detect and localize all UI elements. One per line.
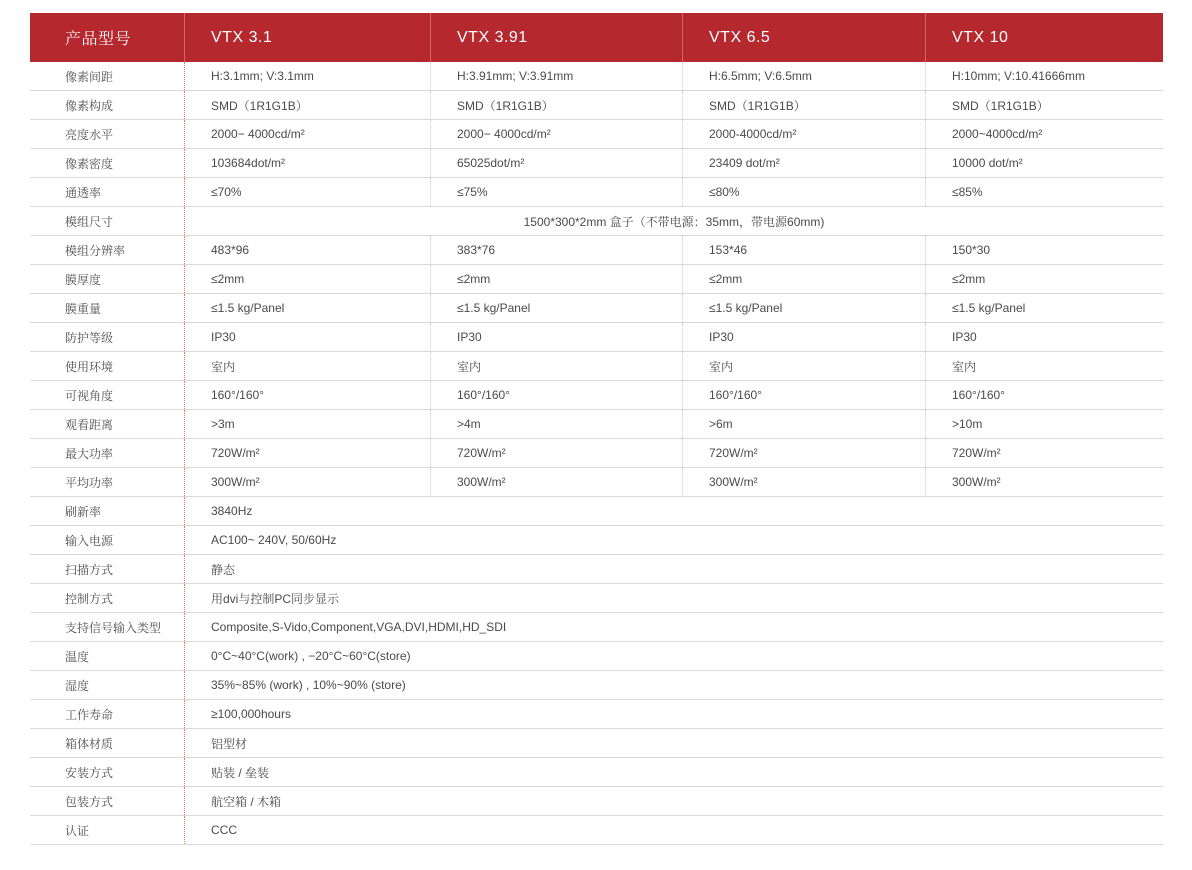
row-label: 温度 [65, 649, 90, 664]
table-row [30, 207, 1163, 236]
row-value: 10000 dot/m² [925, 149, 1163, 177]
row-value: SMD（1R1G1B） [925, 91, 1163, 119]
row-value: >6m [682, 410, 925, 438]
row-value: 300W/m² [430, 468, 682, 496]
row-value: 300W/m² [682, 468, 925, 496]
row-label: 湿度 [65, 678, 90, 693]
row-value-span: 0°C~40°C(work) , −20°C~60°C(store) [184, 642, 1163, 670]
row-label: 安装方式 [65, 765, 114, 780]
header-col-vtx-3.91: VTX 3.91 [430, 13, 682, 62]
row-label: 控制方式 [65, 591, 114, 606]
row-value: IP30 [682, 323, 925, 351]
header-col-vtx-3.1: VTX 3.1 [184, 13, 430, 62]
row-label: 像素间距 [65, 69, 114, 84]
row-value-span: 铝型材 [184, 729, 1163, 757]
row-value: 720W/m² [925, 439, 1163, 467]
row-value: >10m [925, 410, 1163, 438]
table-row [30, 149, 1163, 178]
table-header-row [30, 13, 1163, 62]
row-value: 103684dot/m² [184, 149, 430, 177]
row-value: ≤2mm [925, 265, 1163, 293]
table-row [30, 265, 1163, 294]
row-value: 160°/160° [925, 381, 1163, 409]
table-row [30, 352, 1163, 381]
row-value: 153*46 [682, 236, 925, 264]
header-col-vtx-6.5: VTX 6.5 [682, 13, 925, 62]
row-value: >3m [184, 410, 430, 438]
table-row [30, 613, 1163, 642]
row-label: 像素密度 [65, 156, 114, 171]
row-value: IP30 [925, 323, 1163, 351]
header-col-vtx-10: VTX 10 [925, 13, 1163, 62]
row-value: ≤2mm [184, 265, 430, 293]
table-row [30, 758, 1163, 787]
row-value: SMD（1R1G1B） [430, 91, 682, 119]
row-value: ≤1.5 kg/Panel [430, 294, 682, 322]
table-row [30, 642, 1163, 671]
table-row [30, 816, 1163, 845]
row-value-span: 静态 [184, 555, 1163, 583]
row-label: 支持信号输入类型 [65, 620, 162, 635]
row-value: ≤1.5 kg/Panel [682, 294, 925, 322]
table-row [30, 439, 1163, 468]
row-label: 输入电源 [65, 533, 114, 548]
table-row [30, 584, 1163, 613]
row-value-span: AC100~ 240V, 50/60Hz [184, 526, 1163, 554]
row-value-span: 航空箱 / 木箱 [184, 787, 1163, 815]
row-value: 2000-4000cd/m² [682, 120, 925, 148]
row-value: SMD（1R1G1B） [682, 91, 925, 119]
row-value: 720W/m² [184, 439, 430, 467]
row-value: SMD（1R1G1B） [184, 91, 430, 119]
row-value-span: Composite,S-Vido,Component,VGA,DVI,HDMI,HD_SDI [184, 613, 1163, 641]
row-value: IP30 [184, 323, 430, 351]
table-row [30, 468, 1163, 497]
row-label: 包装方式 [65, 794, 114, 809]
table-row [30, 236, 1163, 265]
row-value: H:3.91mm; V:3.91mm [430, 62, 682, 90]
table-row [30, 526, 1163, 555]
table-row [30, 178, 1163, 207]
row-label: 模组尺寸 [65, 214, 114, 229]
row-value-span: ≥100,000hours [184, 700, 1163, 728]
row-label: 模组分辨率 [65, 243, 126, 258]
product-spec-table [30, 13, 1163, 845]
table-row [30, 381, 1163, 410]
table-row [30, 120, 1163, 149]
row-value: 室内 [682, 352, 925, 380]
table-row [30, 91, 1163, 120]
row-value-span: 3840Hz [184, 497, 1163, 525]
table-row [30, 294, 1163, 323]
row-value: 720W/m² [682, 439, 925, 467]
row-label: 防护等级 [65, 330, 114, 345]
table-row [30, 410, 1163, 439]
row-label: 像素构成 [65, 98, 114, 113]
row-label: 工作寿命 [65, 707, 114, 722]
row-value: ≤75% [430, 178, 682, 206]
table-body [30, 62, 1163, 845]
row-value: 2000− 4000cd/m² [184, 120, 430, 148]
row-value: H:6.5mm; V:6.5mm [682, 62, 925, 90]
row-label: 膜厚度 [65, 272, 102, 287]
row-value: 室内 [430, 352, 682, 380]
row-value: ≤1.5 kg/Panel [184, 294, 430, 322]
row-label: 可视角度 [65, 388, 114, 403]
table-row [30, 729, 1163, 758]
row-value: 室内 [925, 352, 1163, 380]
row-value: 383*76 [430, 236, 682, 264]
row-label: 最大功率 [65, 446, 114, 461]
row-value: 2000~4000cd/m² [925, 120, 1163, 148]
row-label: 刷新率 [65, 504, 102, 519]
table-row [30, 787, 1163, 816]
row-label: 通透率 [65, 185, 102, 200]
row-value: 300W/m² [925, 468, 1163, 496]
row-label: 扫描方式 [65, 562, 114, 577]
table-row [30, 671, 1163, 700]
row-value-span: 1500*300*2mm 盒子（不带电源：35mm，带电源60mm) [184, 207, 1163, 235]
row-value: ≤1.5 kg/Panel [925, 294, 1163, 322]
row-value: ≤2mm [682, 265, 925, 293]
row-value: ≤80% [682, 178, 925, 206]
row-value: IP30 [430, 323, 682, 351]
table-row [30, 700, 1163, 729]
row-value: H:10mm; V:10.41666mm [925, 62, 1163, 90]
row-value: 720W/m² [430, 439, 682, 467]
row-value: H:3.1mm; V:3.1mm [184, 62, 430, 90]
row-label: 平均功率 [65, 475, 114, 490]
row-value: 室内 [184, 352, 430, 380]
row-label: 膜重量 [65, 301, 102, 316]
header-product-model: 产品型号 [65, 31, 132, 48]
row-value: 2000− 4000cd/m² [430, 120, 682, 148]
row-value: 150*30 [925, 236, 1163, 264]
row-value-span: CCC [184, 816, 1163, 844]
row-label: 箱体材质 [65, 736, 114, 751]
row-value: 483*96 [184, 236, 430, 264]
row-label: 认证 [65, 823, 90, 838]
row-value-span: 35%~85% (work) , 10%~90% (store) [184, 671, 1163, 699]
table-row [30, 323, 1163, 352]
table-row [30, 62, 1163, 91]
row-label: 使用环境 [65, 359, 114, 374]
row-value: 300W/m² [184, 468, 430, 496]
row-label: 亮度水平 [65, 127, 114, 142]
row-value-span: 贴装 / 垒装 [184, 758, 1163, 786]
row-value: ≤85% [925, 178, 1163, 206]
row-label: 观看距离 [65, 417, 114, 432]
row-value-span: 用dvi与控制PC同步显示 [184, 584, 1163, 612]
table-row [30, 555, 1163, 584]
row-value: >4m [430, 410, 682, 438]
row-value: 23409 dot/m² [682, 149, 925, 177]
row-value: 160°/160° [184, 381, 430, 409]
table-row [30, 497, 1163, 526]
row-value: ≤70% [184, 178, 430, 206]
row-value: 160°/160° [682, 381, 925, 409]
row-value: ≤2mm [430, 265, 682, 293]
row-value: 65025dot/m² [430, 149, 682, 177]
row-value: 160°/160° [430, 381, 682, 409]
